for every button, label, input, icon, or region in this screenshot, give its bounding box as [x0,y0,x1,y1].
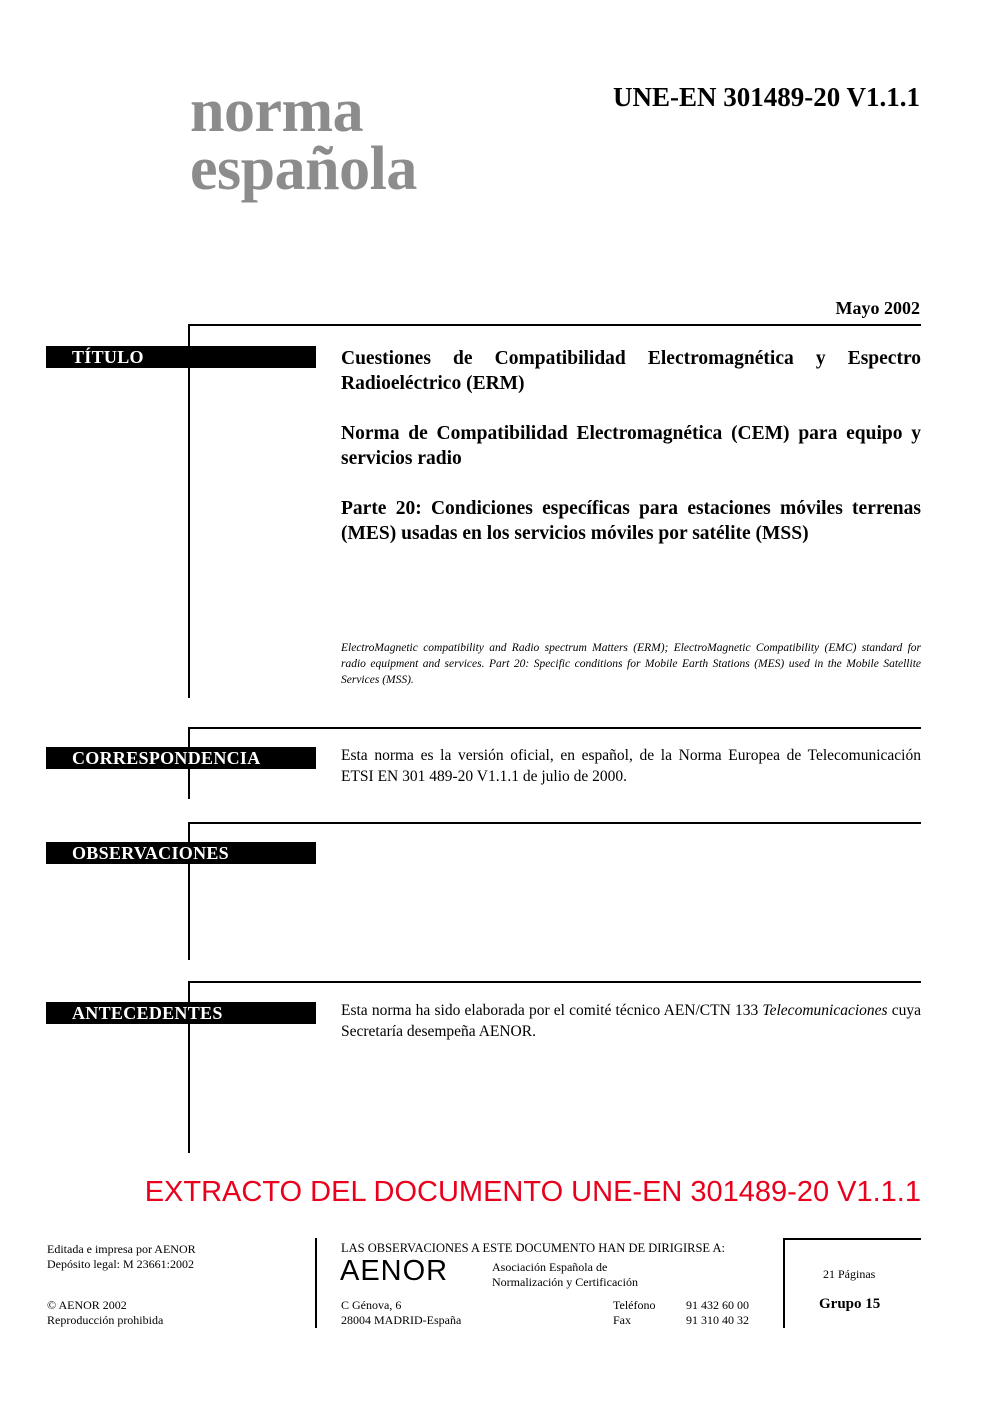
section-divider-correspondencia [188,727,921,729]
footer-copyright: © AENOR 2002 [47,1298,127,1312]
footer-fax-value: 91 310 40 32 [686,1313,749,1327]
english-title: ElectroMagnetic compatibility and Radio spectrum Matters (ERM); ElectroMagnetic Compatibility (EMC) standard for radio equipment and services. Part 20: Specific conditions for Mobile Earth Stations (MES) used in the Mobile Satellite Services (MSS). [341,642,921,686]
footer-fax-label: Fax [613,1313,631,1327]
correspondencia-text: Esta norma es la versión oficial, en español, de la Norma Europea de Telecomunicación ETSI EN 301 489-20 V1.1.1 de julio de 2000. [341,747,921,785]
footer-edition: Editada e impresa por AENOR [47,1242,196,1256]
title-block [341,346,921,571]
brand-line-2: española [190,135,417,203]
section-label-antecedentes: ANTECEDENTES [46,1002,316,1024]
footer-box-top [783,1238,921,1240]
footer-legal-deposit: Depósito legal: M 23661:2002 [47,1257,194,1271]
section-label-correspondencia: CORRESPONDENCIA [46,747,316,769]
footer-city: 28004 MADRID-España [341,1313,462,1327]
footer-left-bottom [47,1298,163,1328]
section-divider-titulo [188,324,921,326]
footer-page-count: 21 Páginas [823,1267,876,1281]
extract-banner: EXTRACTO DEL DOCUMENTO UNE-EN 301489-20 V1.1.1 [144,1176,921,1208]
footer-phone-label: Teléfono [613,1298,656,1312]
section-label-observaciones: OBSERVACIONES [46,842,316,864]
section-divider-observaciones [188,822,921,824]
brand-line-1: norma [190,77,364,145]
antecedentes-text-end: cuya Secretaría desempeña AENOR. [341,1002,921,1040]
antecedentes-text-start: Esta norma ha sido elaborada por el comité técnico AEN/CTN 133 [341,1002,763,1019]
footer-phone-value: 91 432 60 00 [686,1298,749,1312]
footer-address [341,1298,461,1328]
footer-organization [492,1260,638,1290]
footer-price-group: Grupo 15 [819,1296,881,1312]
antecedentes-committee-name: Telecomunicaciones [762,1002,888,1019]
footer-contact-heading: LAS OBSERVACIONES A ESTE DOCUMENTO HAN DE DIRIGIRSE A: [341,1241,725,1255]
brand-title [190,77,417,203]
aenor-logo: AENOR [340,1255,449,1287]
publication-date: Mayo 2002 [835,298,920,318]
footer-street: C Génova, 6 [341,1298,402,1312]
section-rule-titulo [188,324,190,698]
footer-org-line-2: Normalización y Certificación [492,1275,638,1289]
antecedentes-text [341,1000,921,1042]
footer-left-top [47,1242,196,1272]
title-paragraph-2: Norma de Compatibilidad Electromagnética (CEM) para equipo y servicios radio [341,423,921,469]
section-divider-antecedentes [188,981,921,983]
document-number: UNE-EN 301489-20 V1.1.1 [612,82,920,112]
footer-divider-2 [783,1238,785,1328]
footer-contact-values [686,1298,749,1328]
footer-reproduction: Reproducción prohibida [47,1313,164,1327]
footer-contact-labels [613,1298,655,1328]
footer-org-line-1: Asociación Española de [492,1260,608,1274]
footer-divider-1 [315,1238,317,1328]
section-label-titulo: TÍTULO [46,346,316,368]
title-paragraph-3: Parte 20: Condiciones específicas para estaciones móviles terrenas (MES) usadas en los servicios móviles por satélite (MSS) [341,498,921,544]
title-paragraph-1: Cuestiones de Compatibilidad Electromagnética y Espectro Radioeléctrico (ERM) [341,348,921,394]
